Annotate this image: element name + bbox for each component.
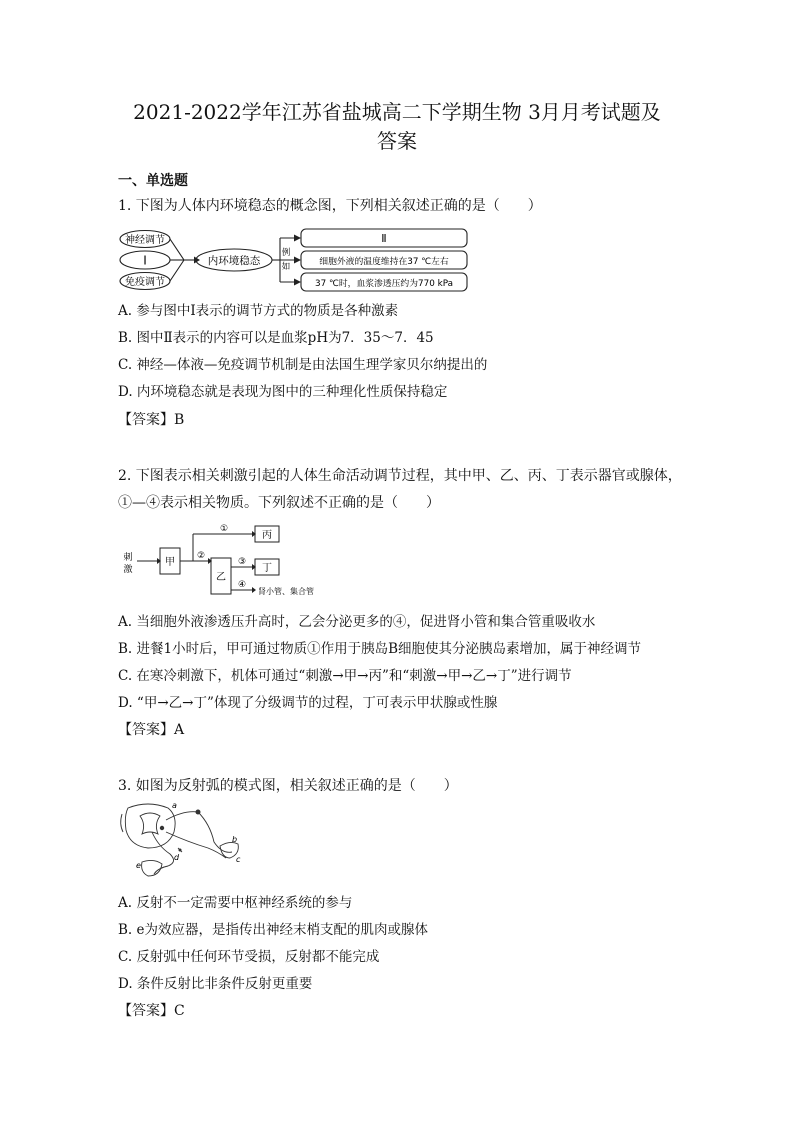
q3-option-d: D. 条件反射比非条件反射更重要 bbox=[118, 976, 313, 992]
title-line-2: 答案 bbox=[377, 129, 417, 153]
q1-answer: 【答案】B bbox=[118, 412, 185, 428]
q3-option-a: A. 反射不一定需要中枢神经系统的参与 bbox=[118, 895, 353, 911]
q2-label-yi: 乙 bbox=[216, 572, 226, 583]
q3-option-b: B. e为效应器，是指传出神经末梢支配的肌肉或腺体 bbox=[118, 922, 428, 938]
title-line-1: 2021-2022学年江苏省盐城高二下学期生物 3月月考试题及 bbox=[133, 100, 661, 124]
q2-label-stim-2: 激 bbox=[123, 565, 133, 575]
q2-option-a: A. 当细胞外液渗透压升高时，乙会分泌更多的④，促进肾小管和集合管重吸收水 bbox=[118, 614, 596, 630]
q2-label-ding: 丁 bbox=[262, 563, 272, 574]
q2-option-d: D. “甲→乙→丁”体现了分级调节的过程，丁可表示甲状腺或性腺 bbox=[118, 695, 498, 711]
q2-answer: 【答案】A bbox=[118, 722, 185, 738]
q2-label-jia: 甲 bbox=[165, 557, 175, 568]
q1-option-c: C. 神经—体液—免疫调节机制是由法国生理学家贝尔纳提出的 bbox=[118, 357, 488, 373]
q1-option-d: D. 内环境稳态就是表现为图中的三种理化性质保持稳定 bbox=[118, 384, 448, 400]
q2-label-stim-1: 刺 bbox=[123, 553, 133, 563]
q3-spinal-cord bbox=[125, 804, 175, 848]
q1-option-b: B. 图中Ⅱ表示的内容可以是血浆pH为7．35～7．45 bbox=[118, 330, 434, 346]
q3-stem: 3. 如图为反射弧的模式图，相关叙述正确的是（ ） bbox=[118, 778, 458, 794]
q2-stem-line-2: ①—④表示相关物质。下列叙述不正确的是（ ） bbox=[118, 495, 440, 511]
q2-label-bing: 丙 bbox=[262, 530, 272, 541]
q3-option-c: C. 反射弧中任何环节受损，反射都不能完成 bbox=[118, 949, 380, 965]
q1-label-center: 内环境稳态 bbox=[207, 255, 261, 267]
q3-effector bbox=[142, 860, 162, 876]
q2-label-n1: ① bbox=[219, 524, 229, 534]
q3-label-b: b bbox=[232, 835, 238, 844]
q1-label-nerve: 神经调节 bbox=[125, 235, 165, 246]
q1-option-a: A. 参与图中Ⅰ表示的调节方式的物质是各种激素 bbox=[118, 303, 399, 319]
q1-label-eg1: 例 bbox=[281, 248, 291, 258]
q3-label-a: a bbox=[172, 802, 177, 810]
q2-stem-line-1: 2. 下图表示相关刺激引起的人体生命活动调节过程，其中甲、乙、丙、丁表示器官或腺体， bbox=[118, 468, 682, 484]
q3-answer: 【答案】C bbox=[118, 1003, 185, 1019]
q2-label-n3: ③ bbox=[237, 557, 247, 567]
q1-label-II: Ⅱ bbox=[381, 232, 387, 245]
q2-label-n4: ④ bbox=[237, 580, 247, 590]
q3-figure bbox=[118, 802, 258, 882]
q1-label-eg2: 如 bbox=[281, 262, 291, 272]
q3-label-e: e bbox=[136, 861, 141, 870]
q3-label-c: c bbox=[236, 855, 241, 864]
q3-label-d: d bbox=[174, 853, 180, 862]
document-title bbox=[90, 98, 704, 156]
q1-label-immune: 免疫调节 bbox=[125, 277, 165, 288]
q2-figure bbox=[118, 520, 338, 600]
q1-stem: 1. 下图为人体内环境稳态的概念图，下列相关叙述正确的是（ ） bbox=[118, 198, 542, 214]
q2-option-c: C. 在寒冷刺激下，机体可通过“刺激→甲→丙”和“刺激→甲→乙→丁”进行调节 bbox=[118, 668, 572, 684]
q2-label-n2: ② bbox=[196, 551, 206, 561]
q1-label-temp: 细胞外液的温度维持在37 ℃左右 bbox=[319, 257, 449, 267]
q1-figure bbox=[118, 226, 478, 294]
q2-option-b: B. 进餐1小时后，甲可通过物质①作用于胰岛B细胞使其分泌胰岛素增加，属于神经调节 bbox=[118, 641, 642, 657]
q1-label-osm: 37 ℃时，血浆渗透压约为770 kPa bbox=[314, 279, 454, 289]
q1-label-I: Ⅰ bbox=[143, 253, 147, 268]
q2-label-kidney: 肾小管、集合管 bbox=[258, 587, 314, 596]
section-heading: 一、单选题 bbox=[118, 173, 188, 189]
